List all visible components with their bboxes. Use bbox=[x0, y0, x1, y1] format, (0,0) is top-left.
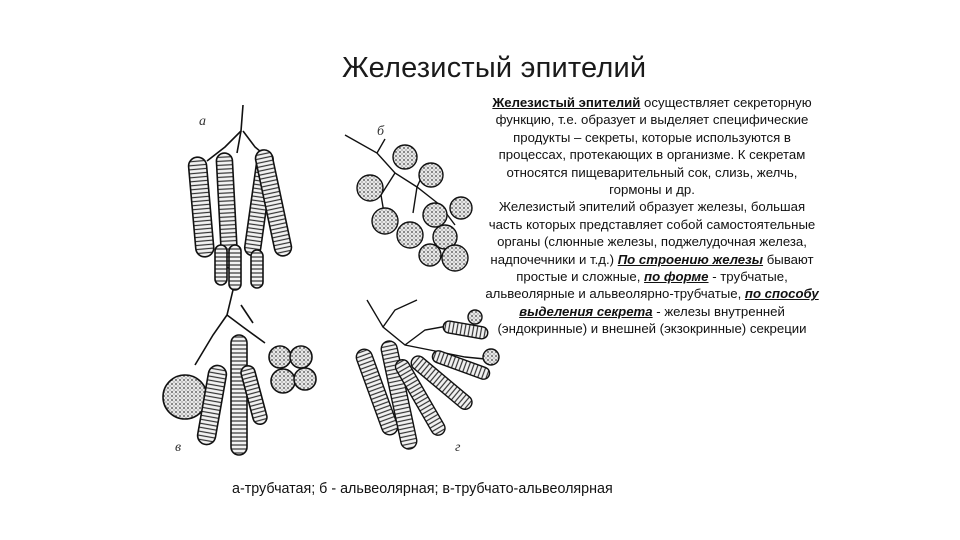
gland-drawing bbox=[155, 95, 520, 480]
term-by-form: по форме bbox=[644, 269, 709, 285]
figure-label-g: г bbox=[455, 440, 461, 455]
form-text: - трубчатые, альвеолярные и альвеолярно-трубчатые, bbox=[485, 269, 788, 302]
definition-paragraph bbox=[484, 94, 820, 198]
definition-text: осуществляет секреторную функцию, т.е. образует и выделяет специфические продукты – секреты, которые используются в процессах, протекающих в организме. К секретам относятся пищеварительный сок, слизь, желчь, гормоны и др. bbox=[495, 95, 812, 198]
alveolar-gland-figure bbox=[345, 135, 472, 271]
term-glandular-epithelium: Железистый эпителий bbox=[492, 95, 641, 110]
tubulo-alveolar-gland-figure bbox=[163, 290, 316, 455]
slide-title: Железистый эпителий bbox=[342, 52, 647, 84]
figure-label-b: б bbox=[377, 124, 385, 139]
gland-illustration bbox=[155, 95, 520, 480]
figure-caption: а-трубчатая; б - альвеолярная; в-трубчато-альвеолярная bbox=[232, 481, 613, 497]
secretion-text: - железы внутренней (эндокринные) и внешней (экзокринные) секреции bbox=[497, 303, 807, 337]
figure-label-v: в bbox=[175, 440, 182, 455]
structure-text: бывают простые и сложные, bbox=[516, 251, 814, 285]
description-text bbox=[484, 94, 820, 338]
classification-intro: Железистый эпителий образует железы, большая часть которых представляет собой самостоятельные органы (слюнные железы, поджелудочная железа, надпочечники и т.д.) bbox=[488, 199, 816, 267]
term-by-secretion-method: по способу выделения секрета bbox=[519, 286, 819, 319]
figure-label-a: а bbox=[199, 114, 206, 129]
tubular-gland-figure bbox=[188, 105, 293, 290]
term-by-structure: По строению железы bbox=[617, 251, 764, 267]
classification-paragraph bbox=[484, 198, 820, 337]
branched-gland-figure bbox=[354, 300, 499, 450]
